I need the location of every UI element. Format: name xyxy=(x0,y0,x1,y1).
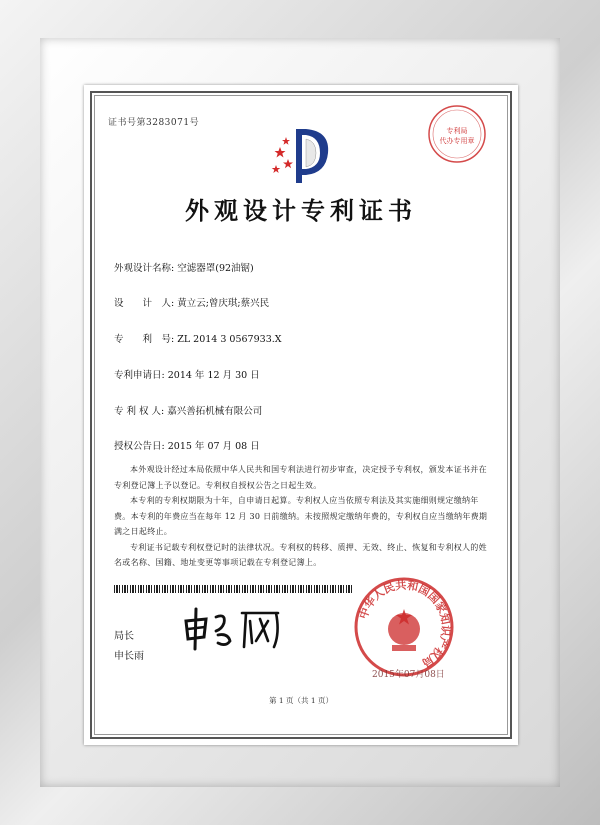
seal-text: 中华人民共和国国家知识产权局 xyxy=(356,578,453,670)
designer-row xyxy=(114,295,269,309)
patentee-row xyxy=(114,403,262,417)
page-footer: 第 1 页（共 1 页） xyxy=(268,696,334,705)
patent-number-label: 专 利 号: xyxy=(114,334,175,345)
grant-date-label: 授权公告日: xyxy=(114,441,165,452)
patent-number-value: ZL 2014 3 0567933.X xyxy=(177,334,282,345)
grant-date-value: 2015 年 07 月 08 日 xyxy=(167,441,260,452)
director-name: 申长雨 xyxy=(114,651,144,662)
barcode xyxy=(114,585,354,593)
design-name-row xyxy=(114,260,254,274)
stamp-small-line-2: 代办专用章 xyxy=(439,137,475,145)
director-signature-icon xyxy=(180,603,290,653)
seal-date: 2015年07月08日 xyxy=(372,670,445,680)
design-name-label: 外观设计名称: xyxy=(114,263,175,274)
stamp-small-line-1: 专利局 xyxy=(446,127,468,135)
certificate-title: 外观设计专利证书 xyxy=(185,196,417,225)
body-paragraph: 本外观设计经过本局依照中华人民共和国专利法进行初步审查，决定授予专利权，颁发本证书并在专利登记簿上予以登记。专利权自授权公告之日起生效。 xyxy=(114,465,487,490)
certificate-body-text xyxy=(114,462,490,571)
patent-office-emblem-icon xyxy=(266,125,338,187)
patentee-label: 专 利 权 人: xyxy=(114,406,165,417)
body-paragraph: 专利证书记载专利权登记时的法律状况。专利权的转移、质押、无效、终止、恢复和专利权人的姓名或名称、国籍、地址变更等事项记载在专利登记簿上。 xyxy=(114,542,487,567)
patent-number-row xyxy=(114,331,282,345)
agency-stamp-icon xyxy=(426,103,488,165)
filing-date-value: 2014 年 12 月 30 日 xyxy=(167,370,260,381)
designer-value: 黄立云;曾庆琪;蔡兴民 xyxy=(177,298,270,309)
body-paragraph: 本专利的专利权期限为十年，自申请日起算。专利权人应当依照专利法及其实施细则规定缴纳年费。本专利的年费应当在每年 12 月 30 日前缴纳。未按照规定缴纳年费的，专利权自应当缴纳年费期满之日起终止。 xyxy=(114,496,488,536)
certificate-number: 证书号第3283071号 xyxy=(108,118,200,128)
director-title: 局长 xyxy=(114,631,134,642)
certificate-paper xyxy=(84,85,518,745)
patentee-value: 嘉兴善拓机械有限公司 xyxy=(167,406,263,417)
grant-date-row xyxy=(114,438,260,452)
filing-date-row xyxy=(114,367,260,381)
filing-date-label: 专利申请日: xyxy=(114,370,165,381)
design-name-value: 空滤器罩(92油锯) xyxy=(177,263,254,274)
designer-label: 设 计 人: xyxy=(114,298,175,309)
state-ip-office-seal-icon xyxy=(352,575,456,679)
